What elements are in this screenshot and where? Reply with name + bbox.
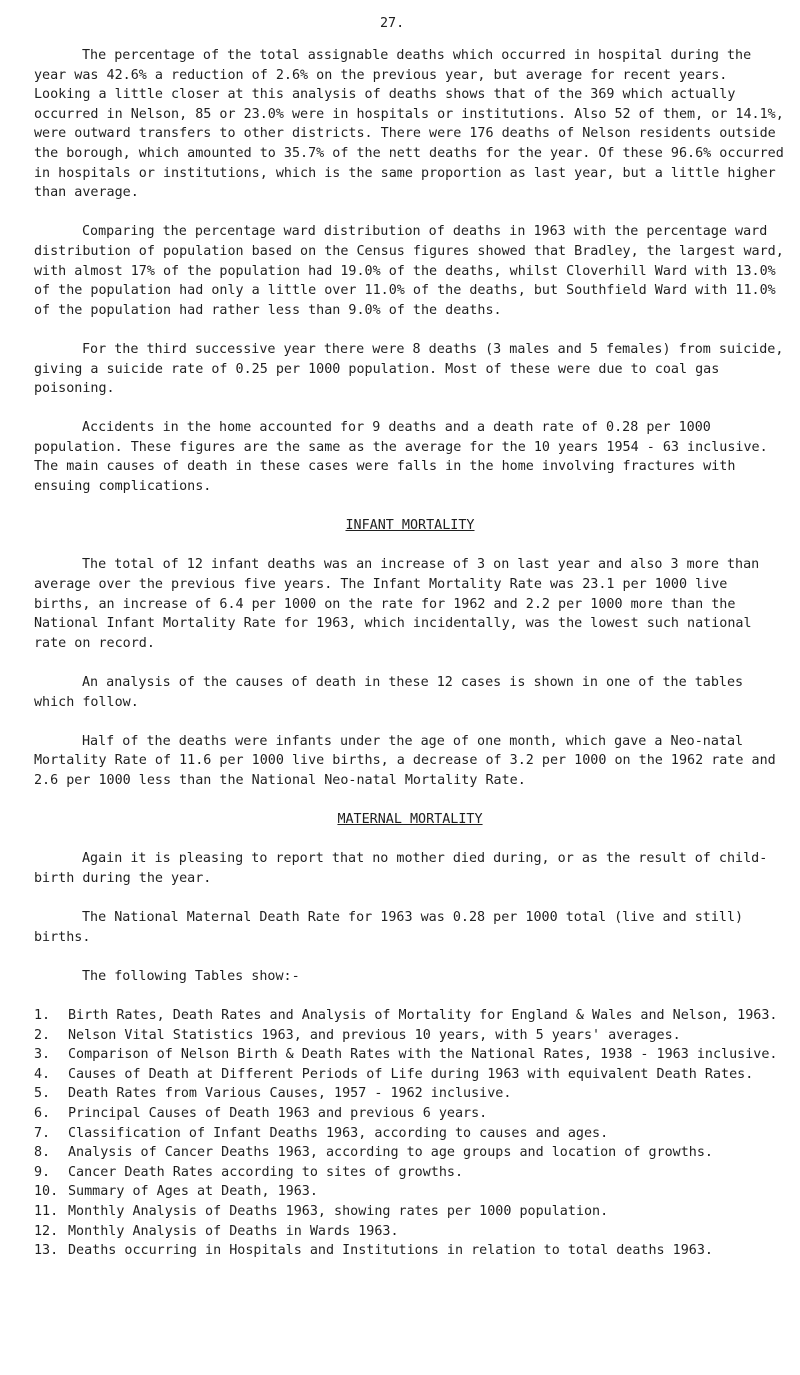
list-item-number: 11. <box>34 1204 59 1220</box>
list-item-number: 2. <box>34 1027 51 1043</box>
list-item-text: Monthly Analysis of Deaths 1963, showing rates per 1000 population. <box>68 1204 609 1220</box>
paragraph-infant-deaths: The total of 12 infant deaths was an increase of 3 on last year and also 3 more than average over the previous five years. The Infant Mortality Rate was 23.1 per 1000 live births, an increase of 6.4 per 1000 on the rate for 1962 and 2.2 per 1000 more than the National Infant Mortality Rate for 1963, which incidentally, was the lowest such national rate on record. <box>34 557 768 651</box>
paragraph-tables-intro: The following Tables show:- <box>82 968 300 984</box>
paragraph-suicide: For the third successive year there were 8 deaths (3 males and 5 females) from suicide, giving a suicide rate of 0.25 per 1000 population. Most of these were due to coal gas poisoning. <box>34 341 792 397</box>
list-item-number: 3. <box>34 1047 51 1063</box>
list-item-text: Analysis of Cancer Deaths 1963, according to age groups and location of growths. <box>68 1145 713 1161</box>
page-content <box>34 46 792 1261</box>
list-item-number: 5. <box>34 1086 51 1102</box>
list-item-number: 6. <box>34 1106 51 1122</box>
list-item-text: Nelson Vital Statistics 1963, and previous 10 years, with 5 years' averages. <box>68 1027 681 1043</box>
heading-infant-mortality: INFANT MORTALITY <box>345 518 475 534</box>
list-item <box>34 1202 786 1222</box>
list-item-text: Causes of Death at Different Periods of Life during 1963 with equivalent Death Rates. <box>68 1066 754 1082</box>
list-item <box>34 1045 786 1065</box>
paragraph-hospital-deaths: The percentage of the total assignable deaths which occurred in hospital during the year was 42.6% a reduction of 2.6% on the previous year, but average for recent years. Looking a little closer at this analysis of deaths shows that of the 369 which actually occurred in Nelson, 85 or 23.0% were in hospitals or institutions. Also 52 of them, or 14.1%, were outward transfers to other districts. There were 176 deaths of Nelson residents outside the borough, which amounted to 35.7% of the nett deaths for the year. Of these 96.6% occurred in hospitals or institutions, which is the same proportion as last year, but a little higher than average. <box>34 48 792 201</box>
paragraph-home-accidents: Accidents in the home accounted for 9 deaths and a death rate of 0.28 per 1000 population. These figures are the same as the average for the 10 years 1954 - 63 inclusive. The main causes of death in these cases were falls in the home involving fractures with ensuing complications. <box>34 420 776 495</box>
list-item-text: Monthly Analysis of Deaths in Wards 1963. <box>68 1223 399 1239</box>
paragraph-infant-causes: An analysis of the causes of death in these 12 cases is shown in one of the tables which follow. <box>34 675 752 710</box>
list-item <box>34 1143 786 1163</box>
list-item-text: Cancer Death Rates according to sites of growths. <box>68 1164 464 1180</box>
heading-maternal-mortality: MATERNAL MORTALITY <box>337 812 483 828</box>
list-item <box>34 1026 786 1046</box>
list-item-number: 7. <box>34 1125 51 1141</box>
list-item-text: Birth Rates, Death Rates and Analysis of Mortality for England & Wales and Nelson, 1963. <box>68 1008 778 1024</box>
tables-list <box>34 1006 786 1261</box>
list-item-number: 8. <box>34 1145 51 1161</box>
list-item-text: Deaths occurring in Hospitals and Institutions in relation to total deaths 1963. <box>68 1243 713 1259</box>
list-item-text: Principal Causes of Death 1963 and previous 6 years. <box>68 1106 488 1122</box>
list-item-text: Classification of Infant Deaths 1963, according to causes and ages. <box>68 1125 609 1141</box>
list-item <box>34 1182 786 1202</box>
list-item-number: 10. <box>34 1184 59 1200</box>
list-item-text: Summary of Ages at Death, 1963. <box>68 1184 318 1200</box>
paragraph-ward-distribution: Comparing the percentage ward distribution of deaths in 1963 with the percentage ward distribution of population based on the Census figures showed that Bradley, the largest ward, with almost 17% of the population had 19.0% of the deaths, whilst Cloverhill Ward with 13.0% of the population had only a little over 11.0% of the deaths, but Southfield Ward with 11.0% of the population had rather less than 9.0% of the deaths. <box>34 224 792 318</box>
list-item <box>34 1163 786 1183</box>
list-item-number: 1. <box>34 1008 51 1024</box>
list-item <box>34 1084 786 1104</box>
list-item-number: 13. <box>34 1243 59 1259</box>
list-item-text: Death Rates from Various Causes, 1957 - 1962 inclusive. <box>68 1086 512 1102</box>
list-item <box>34 1222 786 1242</box>
page-number: 27. <box>380 16 405 31</box>
list-item <box>34 1006 786 1026</box>
list-item-number: 9. <box>34 1164 51 1180</box>
list-item <box>34 1065 786 1085</box>
list-item-number: 12. <box>34 1223 59 1239</box>
list-item <box>34 1124 786 1144</box>
paragraph-neonatal: Half of the deaths were infants under the age of one month, which gave a Neo-natal Mortality Rate of 11.6 per 1000 live births, a decrease of 3.2 per 1000 on the 1962 rate and 2.6 per 1000 less than the National Neo-natal Mortality Rate. <box>34 733 784 788</box>
list-item <box>34 1104 786 1124</box>
list-item-text: Comparison of Nelson Birth & Death Rates with the National Rates, 1938 - 1963 inclusive. <box>68 1047 778 1063</box>
paragraph-national-maternal: The National Maternal Death Rate for 1963 was 0.28 per 1000 total (live and still) births. <box>34 910 752 945</box>
list-item-number: 4. <box>34 1066 51 1082</box>
paragraph-maternal: Again it is pleasing to report that no mother died during, or as the result of child-birth during the year. <box>34 851 768 886</box>
list-item <box>34 1241 786 1261</box>
